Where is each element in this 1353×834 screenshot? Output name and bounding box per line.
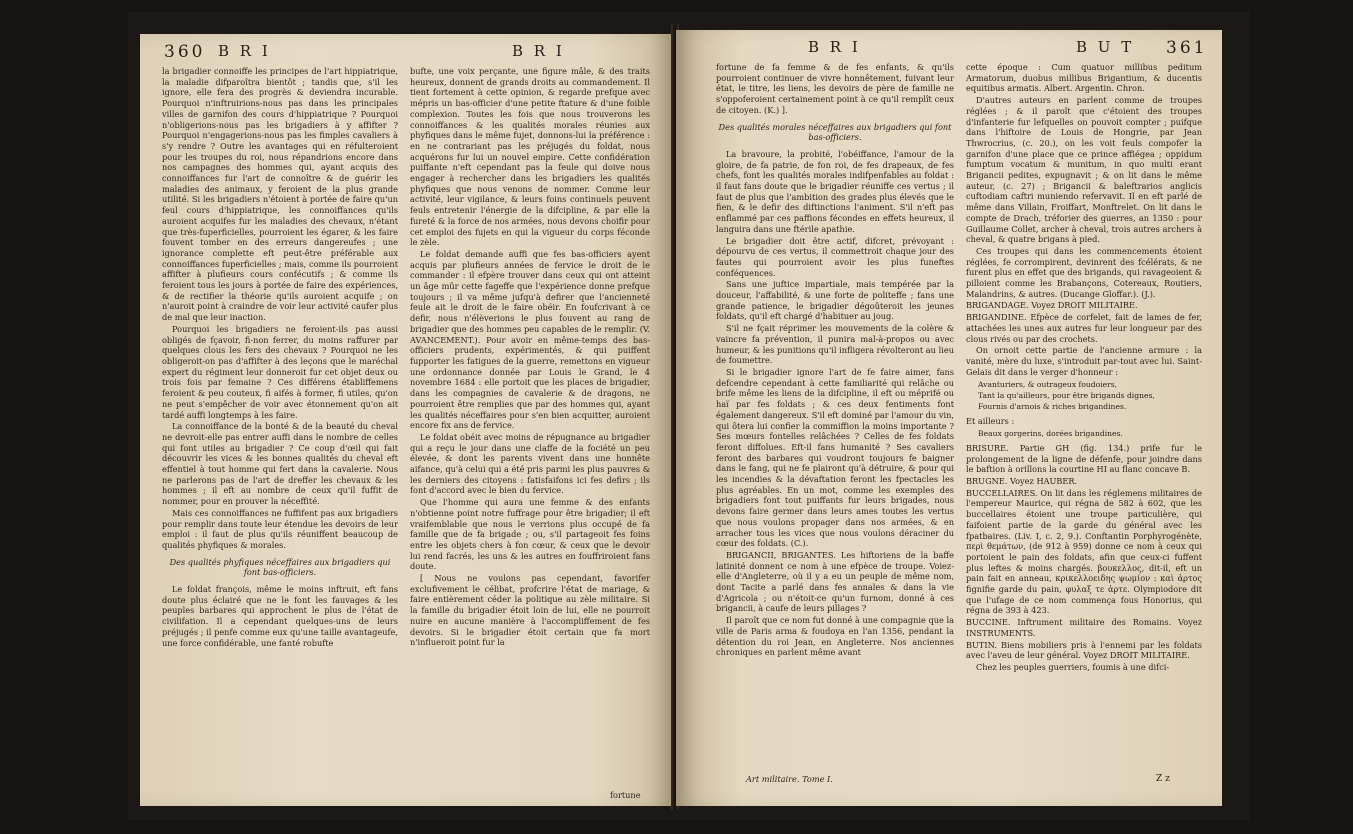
- verse-line: Tant la qu'ailleurs, pour être brigands dignes,: [978, 391, 1155, 401]
- paragraph: [ Nous ne voulons pas cependant, favorifer exclufivement le célibat, profcrire l'état de mariage, & faire entièrement céder la politique au zèle militaire. Si la famille du brigadier étoit loin de lui, elle ne pourroit nuire en aucune manière à l'accompliffement de fes devoirs. Si le brigadier étoit certain que fa mort n'influeroit point fur la: [410, 573, 650, 648]
- left-column-1: [162, 66, 398, 806]
- verse-quote: [978, 429, 1202, 440]
- paragraph: Il paroît que ce nom fut donné à une compagnie que la ville de Paris arma & foudoya en l'an 1356, pendant la détention du roi Jean, en Angleterre. Nos anciennes chroniques en parlent même avant: [716, 615, 954, 658]
- paragraph: la brigadier connoiffe les principes de l'art hippiatrique, la maladie difparoîtra bientôt ; tandis que, s'il les ignore, elle fera des progrès & deviendra incurable. Pourquoi n'inftruirions-nous pas dans les principales villes de garnifon des cours d'hippiatrique ? Pourquoi n'obligerions-nous pas les brigadiers à y affifter ? Pourquoi n'engagerions-nous pas les fimples cavaliers à s'y rendre ? Outre les avantages qui en réfulteroient pour les troupes du roi, nous répandrions encore dans nos campagnes des hommes qui, ayant acquis des connoiffances fur l'art de connoître & de guérir les maladies des animaux, y feroient de la plus grande utilité. Si les brigadiers n'étoient à portée de faire qu'un feul cours d'hippiatrique, les connoiffances qu'ils auroient acquifes fur les maladies des chevaux, n'étant que très-fuperficielles, pourroient les égarer, & les faire fouvent tomber en des erreurs dangereufes ; une ignorance complette eft peut-être préférable aux connoiffances fuperficielles ; mais, comme ils pourroient affifter à plufieurs cours confécutifs ; & comme ils feroient tous les jours à portée de faire des expériences, & de rectifier la théorie qu'ils auroient acquife ; on n'auroit point à craindre de voir leur activité caufer plus de mal que leur inaction.: [162, 66, 398, 323]
- entry-buccellaires: BUCCELLAIRES. On lit dans les réglemens militaires de l'empereur Maurice, qui régna de 582 à 602, que les buccellaires étoient une troupe particulière, qui faifoient partie de la garde du général avec les fpatbaires. (Liv. I, c. 2, 9.). Conftantin Porphyrogénète, περὶ θεμάτων, (de 912 à 959) donne ce nom à ceux qui portoient le pain des foldats, afin que ceux-ci fuffent plus leftes & moins chargés. βουκελλος, dit-il, eft un pain fait en anneau, κρικελλοειδης ψωμίον : καὶ ἁρτος fignifie garde du pain, φυλαξ τε ἀρτε. Olympiodore dit que l'ufage de ce nom commença fous Honorius, qui régna de 393 à 423.: [966, 487, 1202, 616]
- paragraph: La connoiffance de la bonté & de la beauté du cheval ne devroit-elle pas entrer auffi dans le nombre de celles qui font utiles au brigadier ? Ce coup d'œil qui fait découvrir les vices & les bonnes qualités du cheval eft effentiel à tout homme qui fert dans la cavalerie. Nous ne parlerons pas de l'art de dreffer les chevaux & les hommes ; il eft au nombre de ceux qu'il fuffit de nommer, pour en prouver la néceffité.: [162, 421, 398, 507]
- section-heading: Des qualités morales néceffaires aux brigadiers qui font bas-officiers.: [718, 121, 952, 143]
- paragraph: Ces troupes qui dans les commencements étoient réglées, fe corrompirent, devinrent des fcélérats, & ne furent plus en effet que des brigands, qui ravageoient & pilloient comme les Brabançons, Cotereaux, Routiers, Malandrins, & autres. (Ducange Gloffar.). (J.).: [966, 245, 1202, 299]
- signature-mark: Z z: [1156, 774, 1170, 784]
- paragraph: Le brigadier doit être actif, difcret, prévoyant : dépourvu de ces vertus, il commettroit chaque jour des fautes qui pourroient avoir les plus funeftes conféquences.: [716, 235, 954, 278]
- right-page-number: 361: [1166, 38, 1208, 58]
- paragraph: cette époque : Cum quatuor millibus peditum Armatorum, duobus millibus Brigantium, & ducentis equitibus armatis. Albert. Argentin. Chron.: [966, 62, 1202, 94]
- entry-butin: BUTIN. Biens mobiliers pris à l'ennemi par les foldats avec l'aveu de leur général. Voyez DROIT MILITAIRE.: [966, 639, 1202, 661]
- entry-brugne: BRUGNE. Voyez HAUBER.: [966, 476, 1078, 487]
- left-running-head-2: B R I: [512, 42, 565, 60]
- paragraph: La bravoure, la probité, l'obéiffance, l'amour de la gloire, de fa patrie, de fon roi, de fes drapeaux, de fes chefs, font les qualités morales indifpenfables au foldat : il faut fans doute que le brigadier réuniffe ces vertus ; il faut de plus que l'ambition des grades plus élevés que le fien, & le defir des diftinctions l'animent. S'il n'eft pas enflammé par ces paffions fécondes en effets heureux, il languira dans une ftérile apathie.: [716, 148, 954, 234]
- paragraph: Le foldat obéit avec moins de répugnance au brigadier qui a reçu le jour dans une claffe de la fociété un peu élevée, & dont les parents vivent dans une honnête aifance, qu'à celui qui a été pris parmi les plus pauvres & les derniers des citoyens : fatisfaifons ici fes defirs ; ils font d'accord avec le bien du fervice.: [410, 431, 650, 496]
- left-column-2: [410, 66, 650, 788]
- paragraph: Que l'homme qui aura une femme & des enfants n'obtienne point notre fuffrage pour être brigadier; il eft vraifemblable que nous le verrions plus occupé de fa famille que de fa brigade ; ou, s'il partageoit fes foins entre les objets chers à fon cœur, & ceux que le devoir lui rend facrés, les uns & les autres en fouffriroient fans doute.: [410, 497, 650, 572]
- paragraph: Chez les peuples guerriers, foumis à une difci-: [976, 661, 1170, 672]
- paragraph: bufte, une voix perçante, une figure mâle, & des traits heureux, donnent de grands droits au commandement. Il tient fortement à cette opinion, & regarde prefque avec mépris un bas-officier d'une petite ftature & d'une foible complexion. Toutes les fois que nous trouverons les connoiffances & les qualités morales réunies aux phyfiques dans le même fujet, donnons-lui la préférence : en ne contrariant pas les préjugés du foldat, nous acquérons fur lui un nouvel empire. Cette confidération puiffante n'eft cependant pas la feule qui doive nous engager à rechercher dans les brigadiers les qualités phyfiques que nous venons de nommer. Comme leur activité, leur vigilance, & leurs foins continuels peuvent feuls entretenir l'énergie de la difcipline, & par elle la fureté & la force de nos armées, nous devons choifir pour cet emploi des fujets en qui la vigueur du corps féconde le zèle.: [410, 66, 650, 248]
- paragraph: D'autres auteurs en parlent comme de troupes réglées ; & il paroît que c'étoient des troupes d'infanterie fur lefquelles on pouvoit compter ; puifque dans l'hiftoire de Louis de Hongrie, par Jean Thwrocrius, (c. 20.), on les voit feuls compofer la garnifon d'une place que ce prince affiégea ; oppidum fumptum vocatum & munitum, in quo multi erant Brigancii pedites, expugnavit ; & on lit dans le même auteur, (c. 27) ; Brigancii & baleftrarios anglicis cuftodiam caftri muniendo refervavit. Il en eft parlé de même dans Villain, Froiffart, Monftrelet. On lit dans le compte de Drach, tréforier des guerres, an 1350 : pour Guillaume Collet, archer à cheval, trois autres archers à cheval, & quatre brigans à pied.: [966, 95, 1202, 245]
- section-heading: Des qualités phyfiques néceffaires aux brigadiers qui font bas-officiers.: [169, 556, 391, 578]
- entry-brigandage: BRIGANDAGE. Voyez DROIT MILITAIRE.: [966, 300, 1138, 311]
- paragraph: S'il ne fçait réprimer les mouvements de la colère & vaincre fa prévention, il punira mal-à-propos ou avec humeur, & les punitions qu'il infligera révolteront au lieu de foumettre.: [716, 323, 954, 366]
- left-running-head-1: B R I: [218, 42, 271, 60]
- paragraph: Sans une juftice impartiale, mais tempérée par la douceur, l'affabilité, & une forte de politeffe ; fans une grande patience, le brigadier dégoûteroit les jeunes foldats, qu'il eft chargé d'habituer au joug.: [716, 279, 954, 322]
- entry-brisure: BRISURE. Partie GH (fig. 134.) prife fur le prolongement de la ligne de défenfe, pour joindre dans le baftion à orillons la courtine HI au flanc concave B.: [966, 442, 1202, 475]
- right-running-head-2: B U T: [1076, 38, 1135, 56]
- verse-line: Avanturiers, & outrageux foudoiers,: [978, 380, 1118, 390]
- paragraph: Le foldat demande auffi que fes bas-officiers ayent acquis par plufieurs années de fervice le droit de le commander : il efpère trouver dans ceux qui ont atteint un âge mûr cette fageffe que l'expérience donne prefque toujours ; il va même jufqu'à defirer que l'ancienneté feule ait le droit de le faire obéir. En foufcrivant à ce defir, nous n'élèverions le plus fouvent au rang de brigadier que des hommes peu capables de le remplir. (V. AVANCEMENT.). Pour avoir en même-temps des bas-officiers prudents, expérimentés, & qui puiffent fupporter les fatigues de la guerre, remettons en vigueur une ordonnance donnée par Louis le Grand, le 4 novembre 1684 : elle portoit que les places de brigadier, dans les compagnies de cavalerie & de dragons, ne pourroient être remplies que par des hommes qui, ayant les qualités néceffaires pour s'en bien acquitter, auroient encore fix ans de fervice.: [410, 248, 650, 431]
- paragraph: BRIGANCII, BRIGANTES. Les hiftoriens de la baffe latinité donnent ce nom à une efpèce de troupe. Voiez-elle d'Angleterre, où il y a eu un peuple de même nom, dont Tacite a parlé dans fes annales & dans la vie d'Agricola ; ou n'étoit-ce qu'un furnom, donné à ces brigancii, à caufe de leurs pillages ?: [716, 549, 954, 614]
- paragraph: Mais ces connoiffances ne fuffifent pas aux brigadiers pour remplir dans toute leur étendue les devoirs de leur emploi : il faut de plus qu'ils réuniffent beaucoup de qualités phyfiques & morales.: [162, 507, 398, 550]
- entry-buccine: BUCCINE. Inftrument militaire des Romains. Voyez INSTRUMENTS.: [966, 617, 1202, 638]
- left-page: [140, 34, 673, 806]
- verse-quote: [978, 380, 1202, 412]
- paragraph: Le foldat françois, même le moins inftruit, eft fans doute plus éclairé que ne le font les fauvages & les peuples barbares qui approchent le plus de l'état de civilifation. Il a cependant quelques-uns de leurs préjugés ; il penfe comme eux qu'une taille avantageufe, une force confidérable, une fanté robufte: [162, 584, 398, 648]
- catchword: fortune: [610, 790, 641, 800]
- footer-volume: Art militaire. Tome I.: [746, 774, 833, 784]
- right-column-2: [966, 62, 1202, 784]
- paragraph: Si le brigadier ignore l'art de fe faire aimer, fans defcendre cependant à cette familiarité qui relâche ou brife même les liens de la difcipline, il eft ou méprifé ou haï par fes foldats ; & ces deux fentiments font également dangereux. S'il eft dominé par l'amour du vin, qui ôtera lui confier la commiffion la moins importante ? Ses mœurs fontelles relâchées ? Celles de fes foldats feront diffolues. Eft-il fans humanité ? Ses cavaliers feront des barbares qui voudront toujours fe baigner dans le fang, qui ne fe plairont qu'à détruire, & pour qui les incendies & la dévaftation feront les fpectacles les plus agréables. En un mot, comme les exemples des brigadiers font tout puiffants fur leurs brigades, nous devons faire germer dans leurs ames toutes les vertus que nous voulons propager dans nos armées, & en arracher tous les vices que nous voulons déraciner du cœur des foldats. (C.).: [716, 366, 954, 549]
- paragraph: fortune de fa femme & de fes enfants, & qu'ils pourroient continuer de vivre honnêtement, fuivant leur état, le titre, les liens, les devoirs de père de famille ne s'oppoferoient certainement point à ce qu'il remplît ceux de citoyen. (K.) ].: [716, 62, 954, 115]
- right-column-1: [716, 62, 954, 768]
- paragraph: Pourquoi les brigadiers ne feroient-ils pas aussi obligés de fçavoir, fi-non ferrer, du moins raffurer par quelques clous les fers des chevaux ? Pourquoi ne les obligeroit-on pas d'affifter à des leçons que le maréchal expert du régiment leur donneroit fur cet objet deux ou trois fois par femaine ? Ces différens établiffemens feroient & peu couteux, fi aifés à former, fi utiles, qu'on ne peut s'empêcher de voir avec étonnement qu'on ait tardé auffi longtemps à les faire.: [162, 323, 398, 420]
- entry-brigandine: BRIGANDINE. Efpèce de corfelet, fait de lames de fer, attachées les unes aux autres fur leur longueur par des clous rivés ou par des crochets.: [966, 312, 1202, 344]
- right-running-head-1: B R I: [808, 38, 861, 56]
- paragraph: On ornoit cette partie de l'ancienne armure : la vanité, mère du luxe, s'introduit par-tout avec lui. Saint-Gelais dit dans le verger d'honneur :: [966, 345, 1202, 377]
- paragraph: Et ailleurs :: [966, 415, 1015, 426]
- verse-line: Fournis d'arnois & riches brigandines.: [978, 401, 1127, 411]
- right-page: [676, 30, 1222, 806]
- left-page-number: 360: [164, 42, 206, 62]
- verse-line: Beaux gorgerins, dorées brigandines.: [978, 429, 1123, 439]
